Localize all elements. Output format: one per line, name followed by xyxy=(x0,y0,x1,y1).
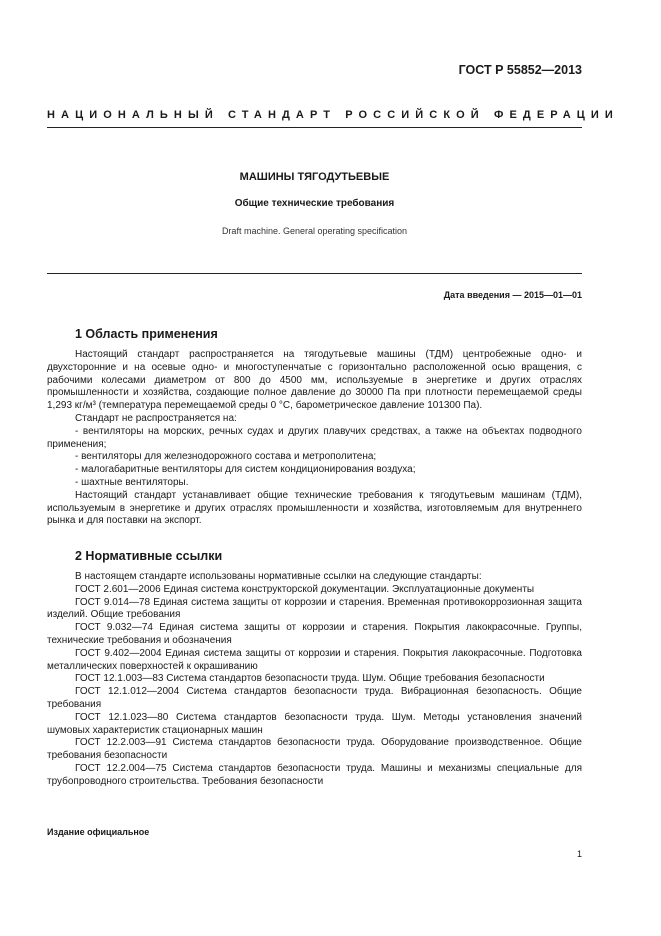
section-1-heading: 1 Область применения xyxy=(75,327,218,341)
standard-code: ГОСТ Р 55852—2013 xyxy=(458,63,582,77)
paragraph: Стандарт не распространяется на: xyxy=(75,412,237,424)
reference-item: ГОСТ 12.1.023—80 Система стандартов безопасности труда. Шум. Методы установления значений шумовых характеристик стационарных машин xyxy=(47,711,582,736)
reference-item: ГОСТ 12.2.003—91 Система стандартов безопасности труда. Оборудование производственное. Общие требования безопасности xyxy=(47,737,582,762)
section-2-heading: 2 Нормативные ссылки xyxy=(75,549,223,563)
list-item: - малогабаритные вентиляторы для систем кондиционирования воздуха; xyxy=(75,464,416,476)
list-item: - шахтные вентиляторы. xyxy=(75,476,189,488)
reference-item: ГОСТ 9.402—2004 Единая система защиты от коррозии и старения. Покрытия лакокрасочные. Подготовка металлических поверхностей к окрашиванию xyxy=(47,647,582,672)
reference-item: ГОСТ 12.1.003—83 Система стандартов безопасности труда. Шум. Общие требования безопасности xyxy=(75,673,545,685)
reference-item: ГОСТ 2.601—2006 Единая система конструкторской документации. Эксплуатационные документы xyxy=(75,583,535,595)
paragraph: Настоящий стандарт распространяется на тягодутьевые машины (ТДМ) центробежные одно- и двухсторонние и на осевые одно- и многоступенчатые с горизонтально расположенной осью вращения, с рабочими колесами диаметром от 800 до 4500 мм, используемые в энергетике и других отраслях промышленности и хозяйства, создающие полное давление до 30000 Па при плотности перемещаемой среды 1,293 кг/м³ (температура перемещаемой среды 0 °С, барометрическое давление 101300 Па). xyxy=(47,349,582,412)
document-subtitle: Общие технические требования xyxy=(234,198,395,209)
reference-item: ГОСТ 9.014—78 Единая система защиты от коррозии и старения. Временная противокоррозионная защита изделий. Общие требования xyxy=(47,596,582,621)
reference-item: ГОСТ 12.2.004—75 Система стандартов безопасности труда. Машины и механизмы специальные для трубопроводного строительства. Требования безопасности xyxy=(47,762,582,787)
official-edition-label: Издание официальное xyxy=(47,827,150,837)
introduction-date: Дата введения — 2015—01—01 xyxy=(443,290,582,300)
paragraph: Настоящий стандарт устанавливает общие технические требования к тягодутьевым машинам (ТДМ), используемым в энергетике и других отраслях промышленности и хозяйства, изготовляемым для внутреннего рынка и для поставки на экспорт. xyxy=(47,489,582,527)
document-title: МАШИНЫ ТЯГОДУТЬЕВЫЕ xyxy=(239,171,390,183)
list-item: - вентиляторы для железнодорожного состава и метрополитена; xyxy=(75,451,377,463)
reference-item: ГОСТ 12.1.012—2004 Система стандартов безопасности труда. Вибрационная безопасность. Общие требования xyxy=(47,686,582,710)
national-standard-banner: НАЦИОНАЛЬНЫЙ СТАНДАРТ РОССИЙСКОЙ ФЕДЕРАЦИИ xyxy=(47,109,619,121)
page-number: 1 xyxy=(576,849,582,859)
title-divider xyxy=(47,273,582,274)
paragraph: В настоящем стандарте использованы нормативные ссылки на следующие стандарты: xyxy=(75,571,482,582)
reference-item: ГОСТ 9.032—74 Единая система защиты от коррозии и старения. Покрытия лакокрасочные. Группы, технические требования и обозначения xyxy=(47,622,582,646)
english-title: Draft machine. General operating specification xyxy=(221,226,408,236)
section-2-body xyxy=(47,571,582,789)
top-divider xyxy=(47,127,582,128)
section-1-body xyxy=(47,349,582,528)
list-item: - вентиляторы на морских, речных судах и других плавучих средствах, а также на объектах подводного применения; xyxy=(47,425,582,450)
